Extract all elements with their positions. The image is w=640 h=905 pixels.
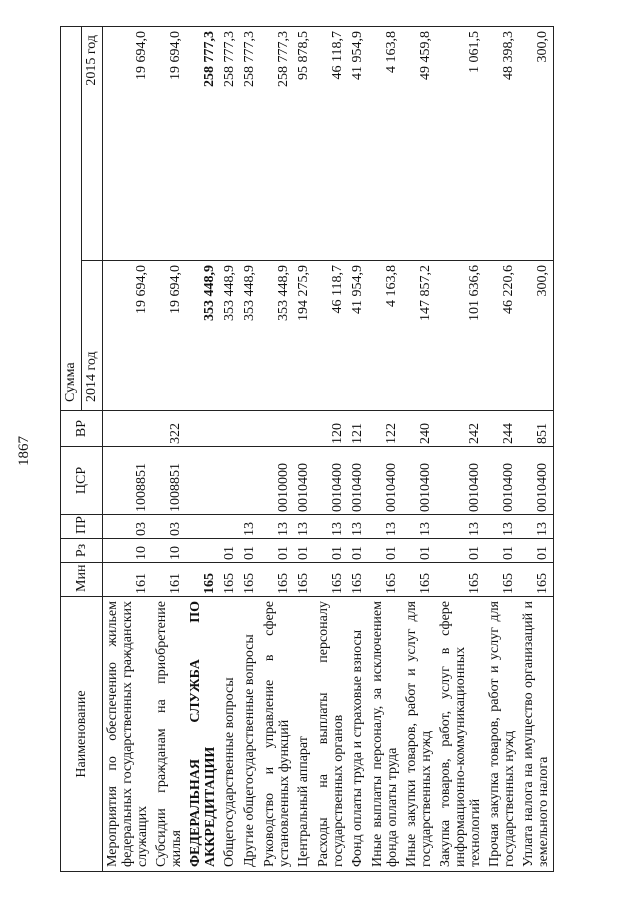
cell-name: Другие общегосударственные вопросы	[240, 597, 260, 872]
cell-min: 165	[260, 563, 294, 597]
cell-2015: 258 777,3	[240, 27, 260, 261]
budget-table	[60, 26, 554, 872]
cell-vr: 240	[402, 411, 436, 447]
cell-2015: 1 061,5	[436, 27, 485, 261]
cell-min: 165	[368, 563, 402, 597]
cell-vr: 122	[368, 411, 402, 447]
cell-csr: 0010400	[485, 447, 519, 515]
cell-name: Иные выплаты персоналу, за исключением фонда оплаты труда	[368, 597, 402, 872]
cell-pr: 13	[294, 515, 314, 539]
table-row	[294, 27, 314, 872]
cell-vr: 120	[314, 411, 348, 447]
cell-min: 165	[485, 563, 519, 597]
cell-vr	[260, 411, 294, 447]
table-row	[152, 27, 186, 872]
cell-min: 165	[220, 563, 240, 597]
cell-vr: 851	[519, 411, 554, 447]
cell-2015: 48 398,3	[485, 27, 519, 261]
cell-csr: 1008851	[103, 447, 153, 515]
cell-2014: 194 275,9	[294, 261, 314, 411]
cell-name: Общегосударственные вопросы	[220, 597, 240, 872]
cell-rz: 01	[519, 539, 554, 563]
cell-min: 165	[186, 563, 220, 597]
cell-pr: 03	[152, 515, 186, 539]
cell-2014: 19 694,0	[152, 261, 186, 411]
table-body	[103, 27, 554, 872]
cell-2014: 353 448,9	[260, 261, 294, 411]
table-row	[220, 27, 240, 872]
cell-rz: 10	[152, 539, 186, 563]
cell-pr: 13	[314, 515, 348, 539]
cell-2014: 4 163,8	[368, 261, 402, 411]
cell-pr: 13	[260, 515, 294, 539]
cell-csr: 0010400	[294, 447, 314, 515]
cell-2014: 46 220,6	[485, 261, 519, 411]
table-row	[519, 27, 554, 872]
cell-csr: 0010400	[368, 447, 402, 515]
cell-pr: 03	[103, 515, 153, 539]
table-row	[260, 27, 294, 872]
cell-csr: 0010400	[348, 447, 368, 515]
table-row	[485, 27, 519, 872]
cell-csr: 0010400	[314, 447, 348, 515]
table-row	[368, 27, 402, 872]
cell-name: Прочая закупка товаров, работ и услуг для государственных нужд	[485, 597, 519, 872]
cell-rz: 01	[485, 539, 519, 563]
cell-vr: 242	[436, 411, 485, 447]
cell-vr	[220, 411, 240, 447]
cell-2015: 4 163,8	[368, 27, 402, 261]
cell-csr: 0010400	[519, 447, 554, 515]
cell-name: Уплата налога на имущество организаций и земельного налога	[519, 597, 554, 872]
budget-table-sheet	[60, 27, 600, 872]
cell-csr	[240, 447, 260, 515]
cell-2014: 101 636,6	[436, 261, 485, 411]
col-header-min: Мин	[61, 563, 103, 597]
cell-csr	[220, 447, 240, 515]
cell-pr	[220, 515, 240, 539]
cell-vr	[103, 411, 153, 447]
col-header-name: Наименование	[61, 597, 103, 872]
cell-min: 165	[348, 563, 368, 597]
cell-rz: 01	[260, 539, 294, 563]
cell-name: Субсидии гражданам на приобретение жилья	[152, 597, 186, 872]
cell-min: 165	[402, 563, 436, 597]
cell-pr: 13	[402, 515, 436, 539]
cell-csr	[186, 447, 220, 515]
table-row	[348, 27, 368, 872]
cell-2014: 147 857,2	[402, 261, 436, 411]
cell-2014: 19 694,0	[103, 261, 153, 411]
cell-csr: 0010400	[402, 447, 436, 515]
cell-vr: 121	[348, 411, 368, 447]
cell-name: Мероприятия по обеспечению жильем федеральных государственных гражданских служащих	[103, 597, 153, 872]
cell-pr: 13	[519, 515, 554, 539]
cell-rz: 01	[220, 539, 240, 563]
cell-vr: 244	[485, 411, 519, 447]
cell-rz: 01	[314, 539, 348, 563]
cell-2015: 258 777,3	[220, 27, 240, 261]
cell-rz: 01	[368, 539, 402, 563]
col-header-csr: ЦСР	[61, 447, 103, 515]
cell-min: 165	[519, 563, 554, 597]
cell-2015: 258 777,3	[260, 27, 294, 261]
table-row	[402, 27, 436, 872]
cell-2014: 353 448,9	[220, 261, 240, 411]
col-header-rz: Рз	[61, 539, 103, 563]
table-row	[314, 27, 348, 872]
cell-2015: 95 878,5	[294, 27, 314, 261]
cell-2015: 19 694,0	[103, 27, 153, 261]
cell-min: 161	[152, 563, 186, 597]
table-row	[240, 27, 260, 872]
cell-rz: 01	[240, 539, 260, 563]
cell-pr: 13	[368, 515, 402, 539]
cell-rz: 01	[294, 539, 314, 563]
cell-min: 161	[103, 563, 153, 597]
cell-2015: 19 694,0	[152, 27, 186, 261]
cell-name: Иные закупки товаров, работ и услуг для государственных нужд	[402, 597, 436, 872]
cell-min: 165	[294, 563, 314, 597]
cell-pr: 13	[485, 515, 519, 539]
cell-2014: 353 448,9	[240, 261, 260, 411]
cell-pr	[186, 515, 220, 539]
cell-vr	[294, 411, 314, 447]
cell-2014: 300,0	[519, 261, 554, 411]
cell-name: ФЕДЕРАЛЬНАЯ СЛУЖБА ПО АККРЕДИТАЦИИ	[186, 597, 220, 872]
cell-2015: 49 459,8	[402, 27, 436, 261]
cell-2014: 46 118,7	[314, 261, 348, 411]
table-row	[186, 27, 220, 872]
cell-2014: 41 954,9	[348, 261, 368, 411]
cell-name: Закупка товаров, работ, услуг в сфере информационно-коммуникационных технологий	[436, 597, 485, 872]
cell-csr: 0010000	[260, 447, 294, 515]
cell-2014: 353 448,9	[186, 261, 220, 411]
cell-rz: 01	[348, 539, 368, 563]
cell-pr: 13	[240, 515, 260, 539]
col-header-pr: ПР	[61, 515, 103, 539]
cell-vr: 322	[152, 411, 186, 447]
table-row	[436, 27, 485, 872]
col-header-sum: Сумма	[61, 27, 82, 411]
page-number: 1867	[16, 436, 32, 466]
col-header-2015: 2015 год	[82, 27, 103, 261]
table-row	[103, 27, 153, 872]
col-header-2014: 2014 год	[82, 261, 103, 411]
cell-csr: 0010400	[436, 447, 485, 515]
cell-2015: 300,0	[519, 27, 554, 261]
cell-2015: 258 777,3	[186, 27, 220, 261]
cell-name: Руководство и управление в сфере установленных функций	[260, 597, 294, 872]
cell-2015: 41 954,9	[348, 27, 368, 261]
cell-name: Центральный аппарат	[294, 597, 314, 872]
cell-name: Расходы на выплаты персоналу государственных органов	[314, 597, 348, 872]
cell-rz: 01	[436, 539, 485, 563]
cell-2015: 46 118,7	[314, 27, 348, 261]
cell-pr: 13	[436, 515, 485, 539]
cell-vr	[240, 411, 260, 447]
table-header	[61, 27, 103, 872]
cell-name: Фонд оплаты труда и страховые взносы	[348, 597, 368, 872]
col-header-vr: ВР	[61, 411, 103, 447]
cell-rz: 10	[103, 539, 153, 563]
cell-csr: 1008851	[152, 447, 186, 515]
cell-rz: 01	[402, 539, 436, 563]
cell-min: 165	[314, 563, 348, 597]
cell-rz	[186, 539, 220, 563]
cell-vr	[186, 411, 220, 447]
cell-min: 165	[436, 563, 485, 597]
cell-min: 165	[240, 563, 260, 597]
cell-pr: 13	[348, 515, 368, 539]
